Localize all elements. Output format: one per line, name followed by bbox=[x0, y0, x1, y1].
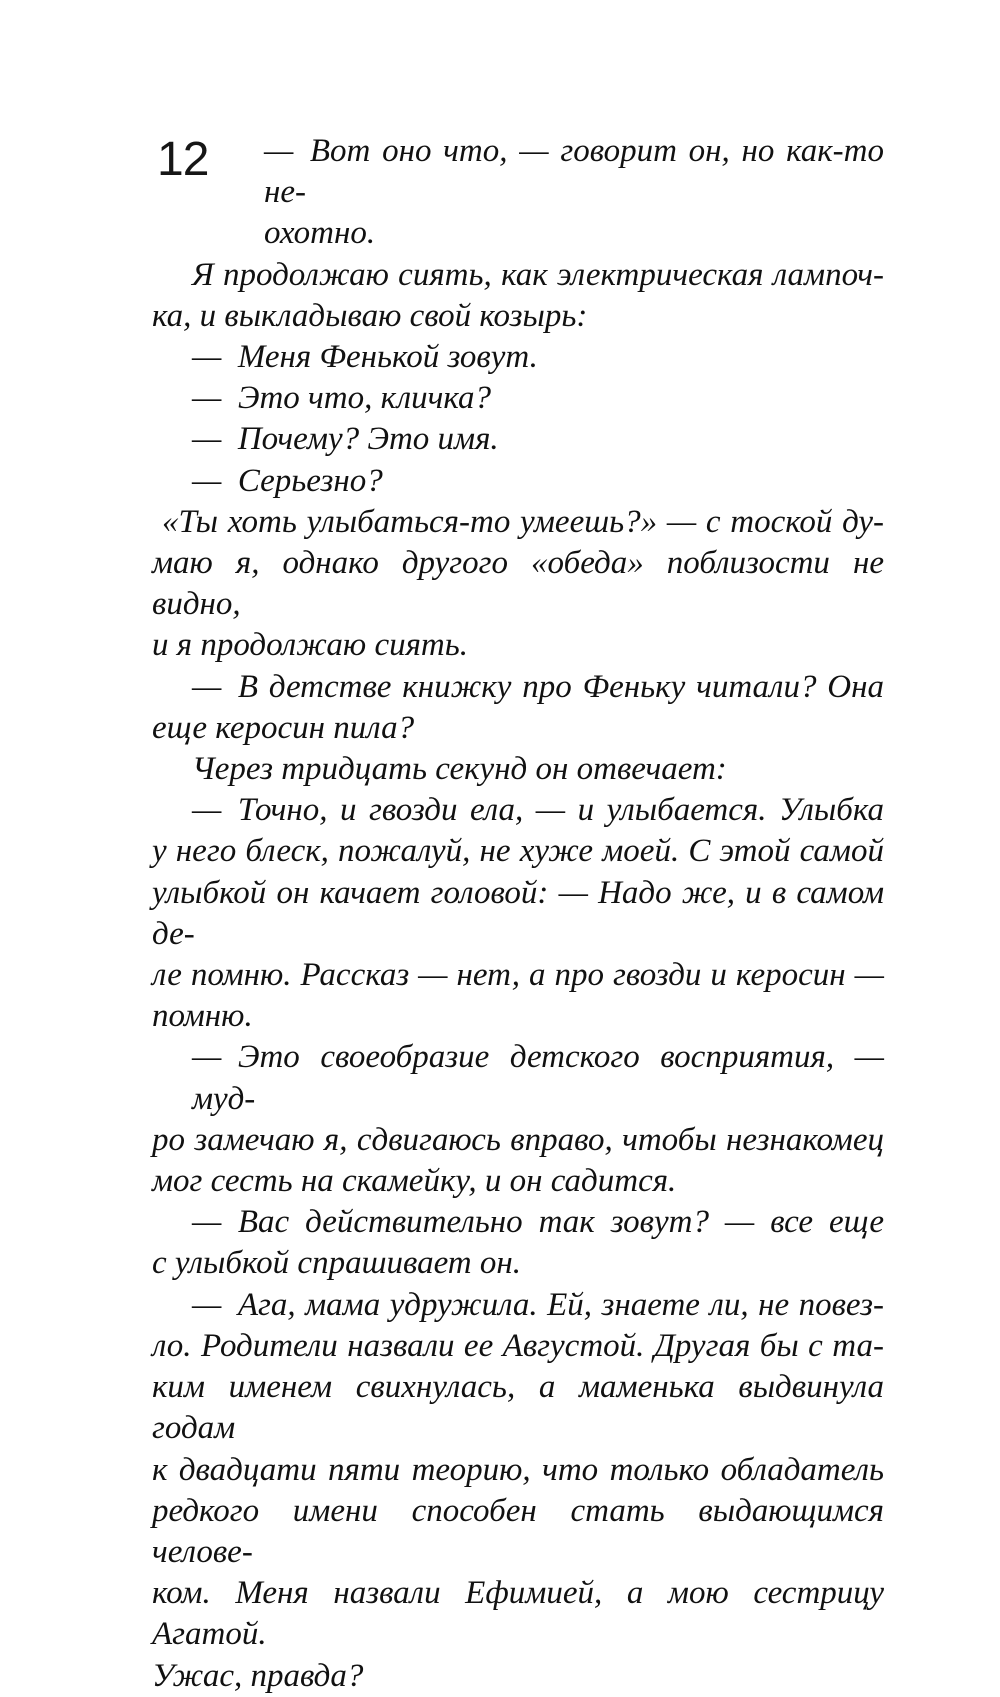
text-line: — Вас действительно так зовут? — все еще bbox=[192, 1204, 884, 1241]
paragraph bbox=[152, 1202, 884, 1284]
text-line: «Ты хоть улыбаться-то умеешь?» — с тоской ду- bbox=[162, 503, 884, 540]
paragraph bbox=[152, 337, 884, 378]
text-line: Я продолжаю сиять, как электрическая лампоч- bbox=[192, 256, 884, 293]
text-line: — Точно, и гвозди ела, — и улыбается. Улыбка bbox=[192, 792, 884, 829]
text-line: улыбкой он качает головой: — Надо же, и в самом де- bbox=[152, 874, 884, 952]
text-line: еще керосин пила? bbox=[152, 709, 415, 746]
text-line: у него блеск, пожалуй, не хуже моей. С этой самой bbox=[152, 833, 884, 870]
text-line: ро замечаю я, сдвигаюсь вправо, чтобы незнакомец bbox=[152, 1121, 884, 1158]
text-line: помню. bbox=[152, 998, 253, 1035]
text-line: — Это своеобразие детского восприятия, — муд- bbox=[192, 1039, 884, 1117]
text-line: — Это что, кличка? bbox=[192, 380, 491, 417]
text-line: охотно. bbox=[264, 215, 376, 252]
text-line: ло. Родители назвали ее Августой. Другая бы с та- bbox=[152, 1327, 884, 1364]
text-line: — Меня Фенькой зовут. bbox=[192, 339, 538, 376]
page-number: 12 bbox=[157, 133, 209, 186]
text-line: редкого имени способен стать выдающимся челове- bbox=[152, 1492, 884, 1570]
text-line: — В детстве книжку про Феньку читали? Она bbox=[192, 668, 884, 705]
paragraph bbox=[152, 461, 884, 502]
text-line: ле помню. Рассказ — нет, а про гвозди и керосин — bbox=[152, 957, 884, 994]
text-line: ким именем свихнулась, а маменька выдвинула годам bbox=[152, 1369, 884, 1447]
paragraph bbox=[152, 1285, 884, 1697]
text-line: ка, и выкладываю свой козырь: bbox=[152, 297, 588, 334]
text-column bbox=[152, 131, 884, 1697]
text-line: маю я, однако другого «обеда» поблизости не видно, bbox=[152, 545, 884, 623]
paragraph bbox=[152, 378, 884, 419]
text-line: — Вот оно что, — говорит он, но как-то не- bbox=[264, 133, 884, 211]
text-line: — Серьезно? bbox=[192, 462, 383, 499]
paragraph bbox=[264, 131, 884, 255]
text-line: и я продолжаю сиять. bbox=[152, 627, 469, 664]
text-line: — Почему? Это имя. bbox=[192, 421, 499, 458]
text-line: — Ага, мама удружила. Ей, знаете ли, не повез- bbox=[192, 1286, 884, 1323]
paragraph bbox=[152, 667, 884, 749]
text-line: мог сесть на скамейку, и он садится. bbox=[152, 1163, 677, 1200]
paragraph bbox=[152, 790, 884, 1037]
paragraph bbox=[152, 749, 884, 790]
paragraph bbox=[152, 1037, 884, 1202]
paragraph bbox=[152, 502, 884, 667]
paragraph bbox=[152, 419, 884, 460]
text-line: с улыбкой спрашивает он. bbox=[152, 1245, 521, 1282]
text-line: Через тридцать секунд он отвечает: bbox=[192, 751, 727, 788]
text-line: Ужас, правда? bbox=[152, 1657, 364, 1694]
text-line: к двадцати пяти теорию, что только обладатель bbox=[152, 1451, 884, 1488]
text-line: ком. Меня назвали Ефимией, а мою сестрицу Агатой. bbox=[152, 1575, 884, 1653]
paragraph bbox=[152, 255, 884, 337]
